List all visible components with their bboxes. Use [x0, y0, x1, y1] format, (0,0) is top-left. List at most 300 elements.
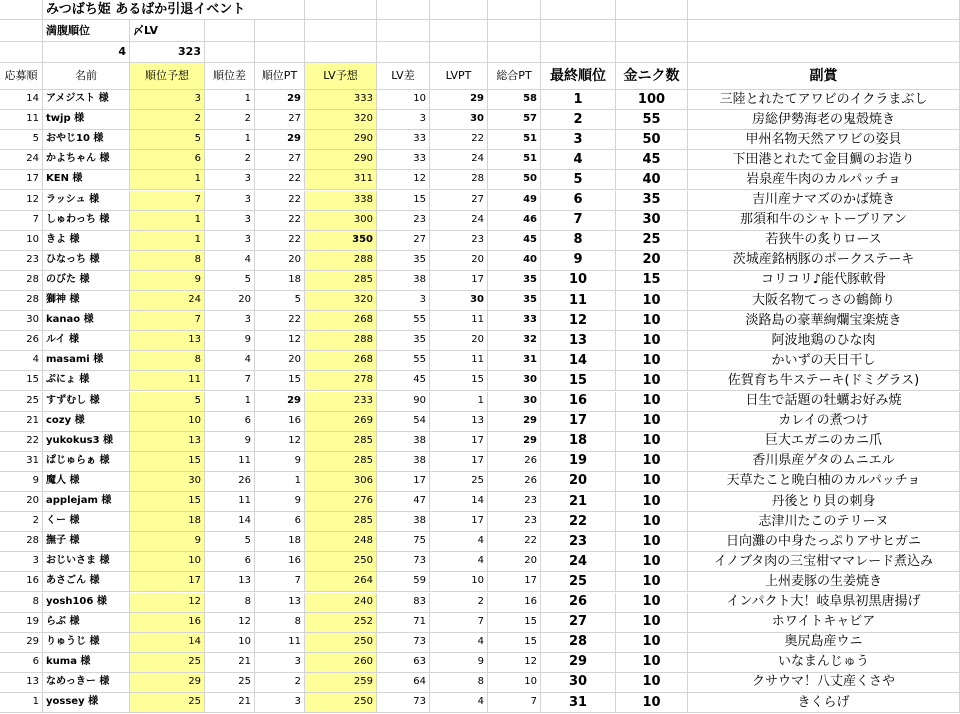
lv-diff-cell[interactable]: [377, 311, 430, 331]
lv-diff-cell[interactable]: [377, 613, 430, 633]
cell-r2-c11[interactable]: [688, 42, 960, 63]
name-cell[interactable]: [43, 90, 130, 110]
rank-pt-cell[interactable]: [255, 170, 305, 190]
rank-diff-cell[interactable]: [205, 90, 255, 110]
lv-guess-cell[interactable]: [305, 251, 377, 271]
rank-pt-cell[interactable]: [255, 231, 305, 251]
lv-diff-cell[interactable]: [377, 90, 430, 110]
final-rank-cell[interactable]: [541, 613, 616, 633]
lv-pt-cell[interactable]: [430, 130, 488, 150]
lv-pt-cell[interactable]: [430, 492, 488, 512]
rank-diff-cell[interactable]: [205, 492, 255, 512]
lv-guess-cell[interactable]: [305, 593, 377, 613]
prize-cell[interactable]: [688, 351, 960, 371]
lv-guess-cell[interactable]: [305, 472, 377, 492]
rank-guess-cell[interactable]: [130, 191, 205, 211]
lv-pt-cell[interactable]: [430, 170, 488, 190]
prize-cell[interactable]: [688, 452, 960, 472]
final-rank-cell[interactable]: [541, 251, 616, 271]
rank-guess-cell[interactable]: [130, 472, 205, 492]
name-cell[interactable]: [43, 251, 130, 271]
name-cell[interactable]: [43, 512, 130, 532]
lv-guess-cell[interactable]: [305, 90, 377, 110]
total-pt-cell[interactable]: [488, 371, 541, 391]
cell-r1-c11[interactable]: [688, 20, 960, 42]
rank-guess-cell[interactable]: [130, 311, 205, 331]
rank-diff-cell[interactable]: [205, 311, 255, 331]
entry-order-cell[interactable]: [0, 170, 43, 190]
final-rank-cell[interactable]: [541, 351, 616, 371]
meat-count-cell[interactable]: [616, 552, 688, 572]
meat-count-cell[interactable]: [616, 492, 688, 512]
lv-pt-cell[interactable]: [430, 110, 488, 130]
name-cell[interactable]: [43, 613, 130, 633]
lv-guess-cell[interactable]: [305, 311, 377, 331]
lv-pt-cell[interactable]: [430, 593, 488, 613]
rank-guess-cell[interactable]: [130, 371, 205, 391]
total-pt-cell[interactable]: [488, 532, 541, 552]
prize-cell[interactable]: [688, 311, 960, 331]
final-rank-cell[interactable]: [541, 211, 616, 231]
lv-diff-cell[interactable]: [377, 512, 430, 532]
lv-diff-cell[interactable]: [377, 271, 430, 291]
rank-guess-cell[interactable]: [130, 231, 205, 251]
final-rank-cell[interactable]: [541, 371, 616, 391]
meat-count-cell[interactable]: [616, 271, 688, 291]
name-cell[interactable]: [43, 552, 130, 572]
cell-r2-c10[interactable]: [616, 42, 688, 63]
total-pt-cell[interactable]: [488, 351, 541, 371]
entry-order-cell[interactable]: [0, 412, 43, 432]
lv-guess-cell[interactable]: [305, 392, 377, 412]
meat-count-cell[interactable]: [616, 150, 688, 170]
rank-pt-cell[interactable]: [255, 452, 305, 472]
lv-guess-cell[interactable]: [305, 130, 377, 150]
lv-pt-cell[interactable]: [430, 251, 488, 271]
cell-r0-c7[interactable]: [430, 0, 488, 20]
total-pt-cell[interactable]: [488, 593, 541, 613]
rank-pt-cell[interactable]: [255, 653, 305, 673]
final-rank-cell[interactable]: [541, 331, 616, 351]
total-pt-cell[interactable]: [488, 412, 541, 432]
prize-cell[interactable]: [688, 512, 960, 532]
meat-count-cell[interactable]: [616, 90, 688, 110]
total-pt-cell[interactable]: [488, 693, 541, 713]
lv-diff-cell[interactable]: [377, 412, 430, 432]
prize-cell[interactable]: [688, 593, 960, 613]
lv-pt-cell[interactable]: [430, 90, 488, 110]
lv-pt-cell[interactable]: [430, 331, 488, 351]
rank-diff-cell[interactable]: [205, 331, 255, 351]
rank-guess-cell[interactable]: [130, 392, 205, 412]
prize-cell[interactable]: [688, 412, 960, 432]
name-cell[interactable]: [43, 291, 130, 311]
prize-cell[interactable]: [688, 633, 960, 653]
lv-guess-cell[interactable]: [305, 191, 377, 211]
rank-pt-cell[interactable]: [255, 512, 305, 532]
rank-diff-cell[interactable]: [205, 412, 255, 432]
rank-guess-cell[interactable]: [130, 572, 205, 592]
rank-pt-cell[interactable]: [255, 693, 305, 713]
lv-diff-cell[interactable]: [377, 572, 430, 592]
lv-pt-cell[interactable]: [430, 351, 488, 371]
cell-r0-c6[interactable]: [377, 0, 430, 20]
lv-guess-cell[interactable]: [305, 532, 377, 552]
lv-diff-cell[interactable]: [377, 633, 430, 653]
rank-diff-cell[interactable]: [205, 512, 255, 532]
final-rank-cell[interactable]: [541, 191, 616, 211]
rank-pt-cell[interactable]: [255, 191, 305, 211]
lv-pt-cell[interactable]: [430, 653, 488, 673]
entry-order-cell[interactable]: [0, 291, 43, 311]
rank-guess-cell[interactable]: [130, 552, 205, 572]
lv-diff-cell[interactable]: [377, 432, 430, 452]
cell-r1-c4[interactable]: [255, 20, 305, 42]
prize-cell[interactable]: [688, 291, 960, 311]
meat-count-cell[interactable]: [616, 593, 688, 613]
lv-diff-cell[interactable]: [377, 452, 430, 472]
lv-pt-cell[interactable]: [430, 552, 488, 572]
prize-cell[interactable]: [688, 693, 960, 713]
meat-count-cell[interactable]: [616, 231, 688, 251]
lv-pt-cell[interactable]: [430, 412, 488, 432]
entry-order-cell[interactable]: [0, 351, 43, 371]
cell-r2-c3[interactable]: [205, 42, 255, 63]
rank-guess-cell[interactable]: [130, 130, 205, 150]
prize-cell[interactable]: [688, 191, 960, 211]
meat-count-cell[interactable]: [616, 693, 688, 713]
total-pt-cell[interactable]: [488, 231, 541, 251]
meat-count-cell[interactable]: [616, 110, 688, 130]
lv-guess-cell[interactable]: [305, 452, 377, 472]
entry-order-cell[interactable]: [0, 532, 43, 552]
rank-pt-cell[interactable]: [255, 271, 305, 291]
lv-pt-cell[interactable]: [430, 512, 488, 532]
lv-diff-cell[interactable]: [377, 693, 430, 713]
name-cell[interactable]: [43, 653, 130, 673]
prize-cell[interactable]: [688, 271, 960, 291]
lv-diff-cell[interactable]: [377, 150, 430, 170]
cell-r0-c9[interactable]: [541, 0, 616, 20]
sheet-title[interactable]: [43, 0, 305, 20]
entry-order-cell[interactable]: [0, 693, 43, 713]
rank-guess-cell[interactable]: [130, 593, 205, 613]
header-total-pt[interactable]: [488, 63, 541, 90]
header-rank-pt[interactable]: [255, 63, 305, 90]
rank-guess-cell[interactable]: [130, 90, 205, 110]
prize-cell[interactable]: [688, 130, 960, 150]
total-pt-cell[interactable]: [488, 432, 541, 452]
rank-diff-cell[interactable]: [205, 452, 255, 472]
lv-diff-cell[interactable]: [377, 673, 430, 693]
rank-guess-cell[interactable]: [130, 432, 205, 452]
name-cell[interactable]: [43, 191, 130, 211]
rank-pt-cell[interactable]: [255, 392, 305, 412]
rank-pt-cell[interactable]: [255, 110, 305, 130]
lv-guess-cell[interactable]: [305, 412, 377, 432]
final-rank-cell[interactable]: [541, 492, 616, 512]
lv-diff-cell[interactable]: [377, 291, 430, 311]
cell-r0-c10[interactable]: [616, 0, 688, 20]
final-rank-cell[interactable]: [541, 432, 616, 452]
lv-diff-cell[interactable]: [377, 191, 430, 211]
prize-cell[interactable]: [688, 90, 960, 110]
total-pt-cell[interactable]: [488, 452, 541, 472]
lv-pt-cell[interactable]: [430, 452, 488, 472]
rank-diff-cell[interactable]: [205, 572, 255, 592]
lv-pt-cell[interactable]: [430, 291, 488, 311]
name-cell[interactable]: [43, 673, 130, 693]
meat-count-cell[interactable]: [616, 392, 688, 412]
total-pt-cell[interactable]: [488, 110, 541, 130]
lv-guess-cell[interactable]: [305, 432, 377, 452]
lv-diff-cell[interactable]: [377, 492, 430, 512]
lv-guess-cell[interactable]: [305, 693, 377, 713]
entry-order-cell[interactable]: [0, 512, 43, 532]
prize-cell[interactable]: [688, 331, 960, 351]
name-cell[interactable]: [43, 351, 130, 371]
final-rank-cell[interactable]: [541, 392, 616, 412]
header-name[interactable]: [43, 63, 130, 90]
header-lv-diff[interactable]: [377, 63, 430, 90]
lv-pt-cell[interactable]: [430, 673, 488, 693]
lv-diff-cell[interactable]: [377, 110, 430, 130]
cell-r0-c5[interactable]: [305, 0, 377, 20]
name-cell[interactable]: [43, 150, 130, 170]
name-cell[interactable]: [43, 231, 130, 251]
entry-order-cell[interactable]: [0, 593, 43, 613]
name-cell[interactable]: [43, 311, 130, 331]
rank-diff-cell[interactable]: [205, 593, 255, 613]
lv-guess-cell[interactable]: [305, 331, 377, 351]
rank-diff-cell[interactable]: [205, 170, 255, 190]
lv-pt-cell[interactable]: [430, 392, 488, 412]
final-rank-cell[interactable]: [541, 311, 616, 331]
cell-r1-c8[interactable]: [488, 20, 541, 42]
rank-diff-cell[interactable]: [205, 613, 255, 633]
lv-guess-cell[interactable]: [305, 291, 377, 311]
rank-pt-cell[interactable]: [255, 211, 305, 231]
lv-guess-cell[interactable]: [305, 512, 377, 532]
rank-diff-cell[interactable]: [205, 271, 255, 291]
rank-guess-cell[interactable]: [130, 673, 205, 693]
meat-count-cell[interactable]: [616, 532, 688, 552]
entry-order-cell[interactable]: [0, 150, 43, 170]
cell-r2-c7[interactable]: [430, 42, 488, 63]
lv-guess-cell[interactable]: [305, 371, 377, 391]
entry-order-cell[interactable]: [0, 472, 43, 492]
lv-guess-cell[interactable]: [305, 211, 377, 231]
rank-guess-cell[interactable]: [130, 653, 205, 673]
label-manpuku[interactable]: [43, 20, 130, 42]
rank-pt-cell[interactable]: [255, 311, 305, 331]
lv-guess-cell[interactable]: [305, 633, 377, 653]
header-lv-pt[interactable]: [430, 63, 488, 90]
lv-diff-cell[interactable]: [377, 351, 430, 371]
total-pt-cell[interactable]: [488, 130, 541, 150]
total-pt-cell[interactable]: [488, 512, 541, 532]
entry-order-cell[interactable]: [0, 211, 43, 231]
rank-diff-cell[interactable]: [205, 231, 255, 251]
entry-order-cell[interactable]: [0, 673, 43, 693]
total-pt-cell[interactable]: [488, 633, 541, 653]
lv-diff-cell[interactable]: [377, 371, 430, 391]
rank-pt-cell[interactable]: [255, 673, 305, 693]
meat-count-cell[interactable]: [616, 291, 688, 311]
lv-diff-cell[interactable]: [377, 593, 430, 613]
lv-diff-cell[interactable]: [377, 251, 430, 271]
entry-order-cell[interactable]: [0, 552, 43, 572]
rank-guess-cell[interactable]: [130, 150, 205, 170]
name-cell[interactable]: [43, 572, 130, 592]
total-pt-cell[interactable]: [488, 191, 541, 211]
name-cell[interactable]: [43, 271, 130, 291]
rank-diff-cell[interactable]: [205, 211, 255, 231]
rank-pt-cell[interactable]: [255, 593, 305, 613]
final-rank-cell[interactable]: [541, 271, 616, 291]
prize-cell[interactable]: [688, 492, 960, 512]
final-rank-cell[interactable]: [541, 633, 616, 653]
meat-count-cell[interactable]: [616, 371, 688, 391]
lv-diff-cell[interactable]: [377, 130, 430, 150]
rank-diff-cell[interactable]: [205, 130, 255, 150]
rank-guess-cell[interactable]: [130, 351, 205, 371]
lv-guess-cell[interactable]: [305, 572, 377, 592]
rank-pt-cell[interactable]: [255, 552, 305, 572]
meat-count-cell[interactable]: [616, 432, 688, 452]
meat-count-cell[interactable]: [616, 130, 688, 150]
rank-diff-cell[interactable]: [205, 291, 255, 311]
final-rank-cell[interactable]: [541, 693, 616, 713]
lv-pt-cell[interactable]: [430, 472, 488, 492]
rank-pt-cell[interactable]: [255, 150, 305, 170]
entry-order-cell[interactable]: [0, 331, 43, 351]
final-rank-cell[interactable]: [541, 110, 616, 130]
meat-count-cell[interactable]: [616, 673, 688, 693]
rank-pt-cell[interactable]: [255, 472, 305, 492]
lv-pt-cell[interactable]: [430, 693, 488, 713]
meat-count-cell[interactable]: [616, 452, 688, 472]
rank-diff-cell[interactable]: [205, 150, 255, 170]
prize-cell[interactable]: [688, 572, 960, 592]
lv-pt-cell[interactable]: [430, 271, 488, 291]
prize-cell[interactable]: [688, 231, 960, 251]
lv-guess-cell[interactable]: [305, 351, 377, 371]
prize-cell[interactable]: [688, 251, 960, 271]
meat-count-cell[interactable]: [616, 331, 688, 351]
total-pt-cell[interactable]: [488, 90, 541, 110]
lv-pt-cell[interactable]: [430, 432, 488, 452]
rank-pt-cell[interactable]: [255, 412, 305, 432]
rank-diff-cell[interactable]: [205, 251, 255, 271]
rank-diff-cell[interactable]: [205, 673, 255, 693]
total-pt-cell[interactable]: [488, 251, 541, 271]
entry-order-cell[interactable]: [0, 231, 43, 251]
meat-count-cell[interactable]: [616, 211, 688, 231]
rank-guess-cell[interactable]: [130, 512, 205, 532]
entry-order-cell[interactable]: [0, 191, 43, 211]
value-lv[interactable]: [130, 42, 205, 63]
entry-order-cell[interactable]: [0, 633, 43, 653]
cell-r2-c0[interactable]: [0, 42, 43, 63]
prize-cell[interactable]: [688, 170, 960, 190]
rank-guess-cell[interactable]: [130, 271, 205, 291]
name-cell[interactable]: [43, 472, 130, 492]
header-prize[interactable]: [688, 63, 960, 90]
cell-r1-c3[interactable]: [205, 20, 255, 42]
final-rank-cell[interactable]: [541, 291, 616, 311]
prize-cell[interactable]: [688, 552, 960, 572]
header-final-rank[interactable]: [541, 63, 616, 90]
final-rank-cell[interactable]: [541, 412, 616, 432]
lv-pt-cell[interactable]: [430, 613, 488, 633]
entry-order-cell[interactable]: [0, 452, 43, 472]
name-cell[interactable]: [43, 693, 130, 713]
final-rank-cell[interactable]: [541, 170, 616, 190]
cell-r0-c8[interactable]: [488, 0, 541, 20]
rank-guess-cell[interactable]: [130, 251, 205, 271]
rank-diff-cell[interactable]: [205, 472, 255, 492]
prize-cell[interactable]: [688, 472, 960, 492]
entry-order-cell[interactable]: [0, 130, 43, 150]
meat-count-cell[interactable]: [616, 251, 688, 271]
prize-cell[interactable]: [688, 371, 960, 391]
final-rank-cell[interactable]: [541, 653, 616, 673]
entry-order-cell[interactable]: [0, 251, 43, 271]
lv-pt-cell[interactable]: [430, 231, 488, 251]
rank-pt-cell[interactable]: [255, 130, 305, 150]
total-pt-cell[interactable]: [488, 472, 541, 492]
final-rank-cell[interactable]: [541, 472, 616, 492]
total-pt-cell[interactable]: [488, 311, 541, 331]
rank-diff-cell[interactable]: [205, 432, 255, 452]
prize-cell[interactable]: [688, 653, 960, 673]
total-pt-cell[interactable]: [488, 673, 541, 693]
cell-r2-c8[interactable]: [488, 42, 541, 63]
cell-r2-c4[interactable]: [255, 42, 305, 63]
rank-pt-cell[interactable]: [255, 291, 305, 311]
meat-count-cell[interactable]: [616, 191, 688, 211]
total-pt-cell[interactable]: [488, 331, 541, 351]
total-pt-cell[interactable]: [488, 392, 541, 412]
header-entry-order[interactable]: [0, 63, 43, 90]
cell-r1-c6[interactable]: [377, 20, 430, 42]
entry-order-cell[interactable]: [0, 311, 43, 331]
lv-pt-cell[interactable]: [430, 532, 488, 552]
meat-count-cell[interactable]: [616, 653, 688, 673]
rank-pt-cell[interactable]: [255, 432, 305, 452]
meat-count-cell[interactable]: [616, 613, 688, 633]
rank-pt-cell[interactable]: [255, 613, 305, 633]
final-rank-cell[interactable]: [541, 130, 616, 150]
entry-order-cell[interactable]: [0, 492, 43, 512]
final-rank-cell[interactable]: [541, 532, 616, 552]
name-cell[interactable]: [43, 633, 130, 653]
rank-pt-cell[interactable]: [255, 492, 305, 512]
meat-count-cell[interactable]: [616, 572, 688, 592]
rank-guess-cell[interactable]: [130, 412, 205, 432]
rank-pt-cell[interactable]: [255, 572, 305, 592]
prize-cell[interactable]: [688, 211, 960, 231]
rank-guess-cell[interactable]: [130, 170, 205, 190]
entry-order-cell[interactable]: [0, 271, 43, 291]
entry-order-cell[interactable]: [0, 110, 43, 130]
name-cell[interactable]: [43, 371, 130, 391]
lv-diff-cell[interactable]: [377, 392, 430, 412]
rank-diff-cell[interactable]: [205, 110, 255, 130]
final-rank-cell[interactable]: [541, 512, 616, 532]
lv-pt-cell[interactable]: [430, 371, 488, 391]
